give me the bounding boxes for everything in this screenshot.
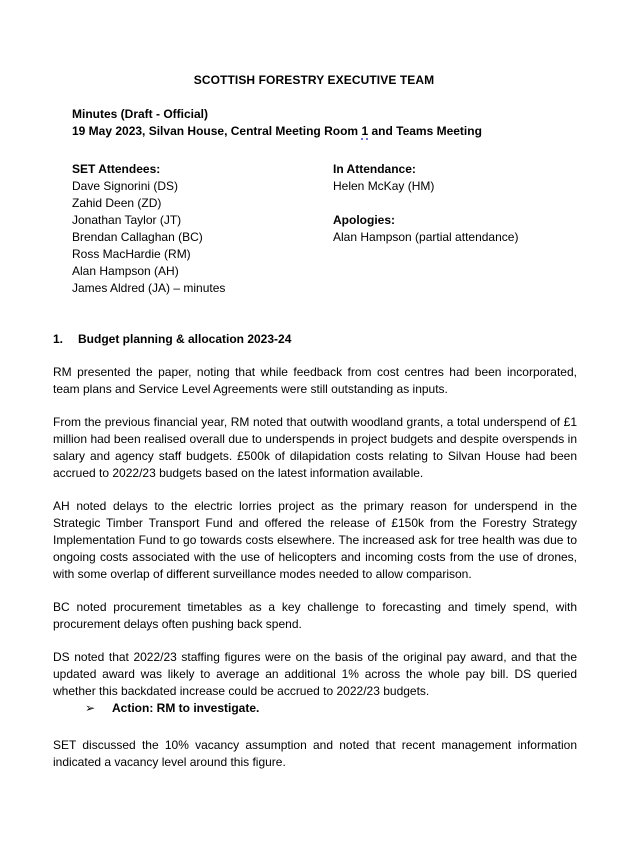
action-item-label: Action: RM to investigate. <box>112 701 260 715</box>
header-block <box>72 106 628 140</box>
date-line-prefix: 19 May 2023, Silvan House, Central Meeting Room <box>72 124 362 138</box>
paragraph: BC noted procurement timetables as a key challenge to forecasting and timely spend, with procurement delays often pushing back spend. <box>53 600 577 631</box>
set-attendees-heading: SET Attendees: <box>72 162 161 176</box>
action-item <box>85 700 628 717</box>
in-attendance-name: Helen McKay (HM) <box>333 179 435 193</box>
minutes-status-line: Minutes (Draft - Official) <box>72 107 209 121</box>
apologies-heading: Apologies: <box>333 213 395 227</box>
paragraph: SET discussed the 10% vacancy assumption and noted that recent management information indicated a vacancy level around this figure. <box>53 738 577 769</box>
meeting-date-line <box>72 123 628 140</box>
attendee-name: Alan Hampson (AH) <box>72 264 179 278</box>
room-number-grammar-marked: 1 <box>361 124 369 138</box>
apologies-name: Alan Hampson (partial attendance) <box>333 230 519 244</box>
section-1-heading <box>53 331 628 348</box>
attendee-name: Brendan Callaghan (BC) <box>72 230 203 244</box>
attendee-name: Jonathan Taylor (JT) <box>72 213 182 227</box>
section-number: 1. <box>53 332 64 346</box>
attendee-name: Ross MacHardie (RM) <box>72 247 191 261</box>
set-attendees-column <box>72 161 333 297</box>
attendee-name: Zahid Deen (ZD) <box>72 196 162 210</box>
section-title: Budget planning & allocation 2023-24 <box>78 332 292 346</box>
paragraph: RM presented the paper, noting that while feedback from cost centres had been incorporated, team plans and Service Level Agreements were still outstanding as inputs. <box>53 365 577 396</box>
document-title: SCOTTISH FORESTRY EXECUTIVE TEAM <box>193 73 435 87</box>
in-attendance-column <box>333 161 628 297</box>
date-line-suffix: and Teams Meeting <box>368 124 482 138</box>
attendee-name: James Aldred (JA) – minutes <box>72 281 226 295</box>
attendance-section <box>72 161 628 297</box>
arrow-bullet-icon: ➢ <box>85 701 96 715</box>
in-attendance-heading: In Attendance: <box>333 162 416 176</box>
paragraph: DS noted that 2022/23 staffing figures were on the basis of the original pay award, and that the updated award was likely to average an additional 1% across the whole pay bill. DS queried whether this backdated increase could be accrued to 2022/23 budgets. <box>53 650 577 698</box>
paragraph: From the previous financial year, RM noted that outwith woodland grants, a total underspend of £1 million had been realised overall due to underspends in project budgets and despite overspends in salary and agency staff budgets. £500k of dilapidation costs relating to Silvan House had been accrued to 2022/23 budgets based on the latest information available. <box>53 415 577 480</box>
spacer <box>333 195 628 212</box>
attendee-name: Dave Signorini (DS) <box>72 179 179 193</box>
paragraph: AH noted delays to the electric lorries project as the primary reason for underspend in the Strategic Timber Transport Fund and offered the release of £150k from the Forestry Strategy Implementation Fund to go towards costs elsewhere. The increased ask for tree health was due to ongoing costs associated with the use of helicopters and incoming costs from the use of drones, with some overlap of different surveillance modes needed to allow comparison. <box>53 499 577 581</box>
